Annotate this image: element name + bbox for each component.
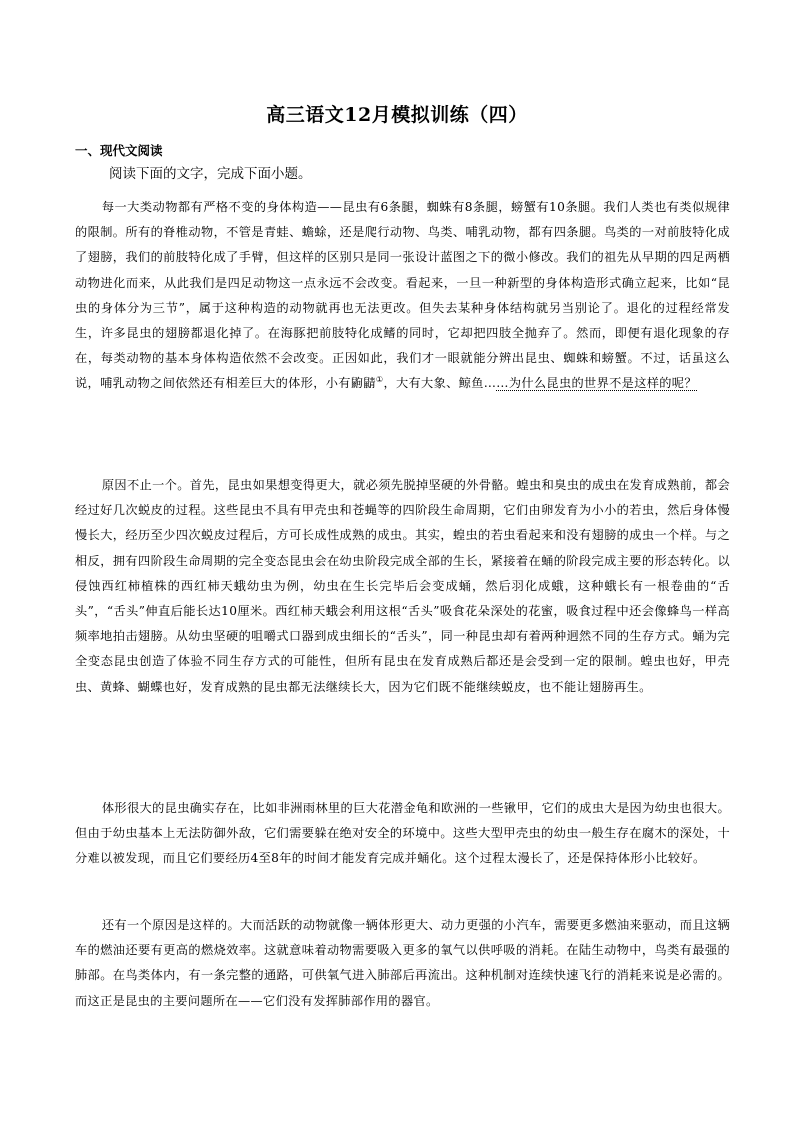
paragraph-2 — [75, 473, 730, 700]
instruction-text: 阅读下面的文字，完成下面小题。 — [109, 166, 312, 182]
paragraph-3-text: 体形很大的昆虫确实存在，比如非洲雨林里的巨大花潜金龟和欧洲的一些锹甲，它们的成虫大是因为幼虫也很大。但由于幼虫基本上无法防御外敌，它们需要躲在绝对安全的环境中。这些大型甲壳虫的幼虫一般生存在腐木的深处，十分难以被发现，而且它们要经历4至8年的时间才能发育完成并蛹化。这个过程太漫长了，还是保持体形小比较好。 — [75, 801, 730, 866]
paragraph-2-text: 原因不止一个。首先，昆虫如果想变得更大，就必须先脱掉坚硬的外骨骼。蝗虫和臭虫的成虫在发育成熟前，都会经过好几次蜕皮的过程。这些昆虫不具有甲壳虫和苍蝇等的四阶段生命周期，它们由卵发育为小小的若虫，然后身体慢慢长大，经历至少四次蜕皮过程后，方可长成性成熟的成虫。其实，蝗虫的若虫看起来和没有翅膀的成虫一个样。与之相反，拥有四阶段生命周期的完全变态昆虫会在幼虫阶段完成全部的生长，紧接着在蛹的阶段完成主要的形态转化。以侵蚀西红柿植株的西红柿天蛾幼虫为例，幼虫在生长完毕后会变成蛹，然后羽化成蛾，这种蛾长有一根卷曲的“舌头”，“舌头”伸直后能长达10厘米。西红柿天蛾会利用这根“舌头”吸食花朵深处的花蜜，吸食过程中还会像蜂鸟一样高频率地拍击翅膀。从幼虫坚硬的咀嚼式口器到成虫细长的“舌头”，同一种昆虫却有着两种迥然不同的生存方式。蛹为完全变态昆虫创造了体验不同生存方式的可能性，但所有昆虫在发育成熟后都还是会受到一定的限制。蝗虫也好，甲壳虫、黄蜂、蝴蝶也好，发育成熟的昆虫都无法继续长大，因为它们既不能继续蜕皮，也不能让翅膀再生。 — [75, 478, 730, 694]
document-title: 高三语文12月模拟训练（四） — [266, 104, 528, 126]
underlined-question: …为什么昆虫的世界不是这样的呢？ — [496, 376, 697, 391]
paragraph-4-text: 还有一个原因是这样的。大而活跃的动物就像一辆体形更大、动力更强的小汽车，需要更多燃油来驱动，而且这辆车的燃油还要有更高的燃烧效率。这就意味着动物需要吸入更多的氧气以供呼吸的消耗。在陆生动物中，鸟类有最强的肺部。在鸟类体内，有一条完整的通路，可供氧气进入肺部后再流出。这种机制对连续快速飞行的消耗来说是必需的。而这正是昆虫的主要问题所在——它们没有发挥肺部作用的器官。 — [75, 918, 730, 1008]
paragraph-1-text-b: ，大有大象、鲸鱼… — [383, 376, 497, 391]
paragraph-1-text-a: 每一大类动物都有严格不变的身体构造——昆虫有6条腿，蜘蛛有8条腿，螃蟹有10条腿。我们人类也有类似规律的限制。所有的脊椎动物，不管是青蛙、蟾蜍，还是爬行动物、鸟类、哺乳动物，都有四条腿。鸟类的一对前肢特化成了翅膀，我们的前肢特化成了手臂，但这样的区别只是同一张设计蓝图之下的微小修改。我们的祖先从早期的四足两栖动物进化而来，从此我们是四足动物这一点永远不会改变。看起来，一旦一种新型的身体构造形式确立起来，比如“昆虫的身体分为三节”，属于这种构造的动物就再也无法更改。但失去某种身体结构就另当别论了。退化的过程经常发生，许多昆虫的翅膀都退化掉了。在海豚把前肢特化成鳍的同时，它却把四肢全抛弃了。然而，即便有退化现象的存在，每类动物的基本身体构造依然不会改变。正因如此，我们才一眼就能分辨出昆虫、蜘蛛和螃蟹。不过，话虽这么说，哺乳动物之间依然还有相差巨大的体形，小有鼩鼱 — [75, 200, 730, 391]
section-heading: 一、现代文阅读 — [75, 143, 163, 158]
paragraph-4 — [75, 913, 730, 1014]
paragraph-3 — [75, 796, 730, 872]
footnote-marker: ① — [375, 375, 384, 385]
paragraph-1 — [75, 195, 730, 397]
